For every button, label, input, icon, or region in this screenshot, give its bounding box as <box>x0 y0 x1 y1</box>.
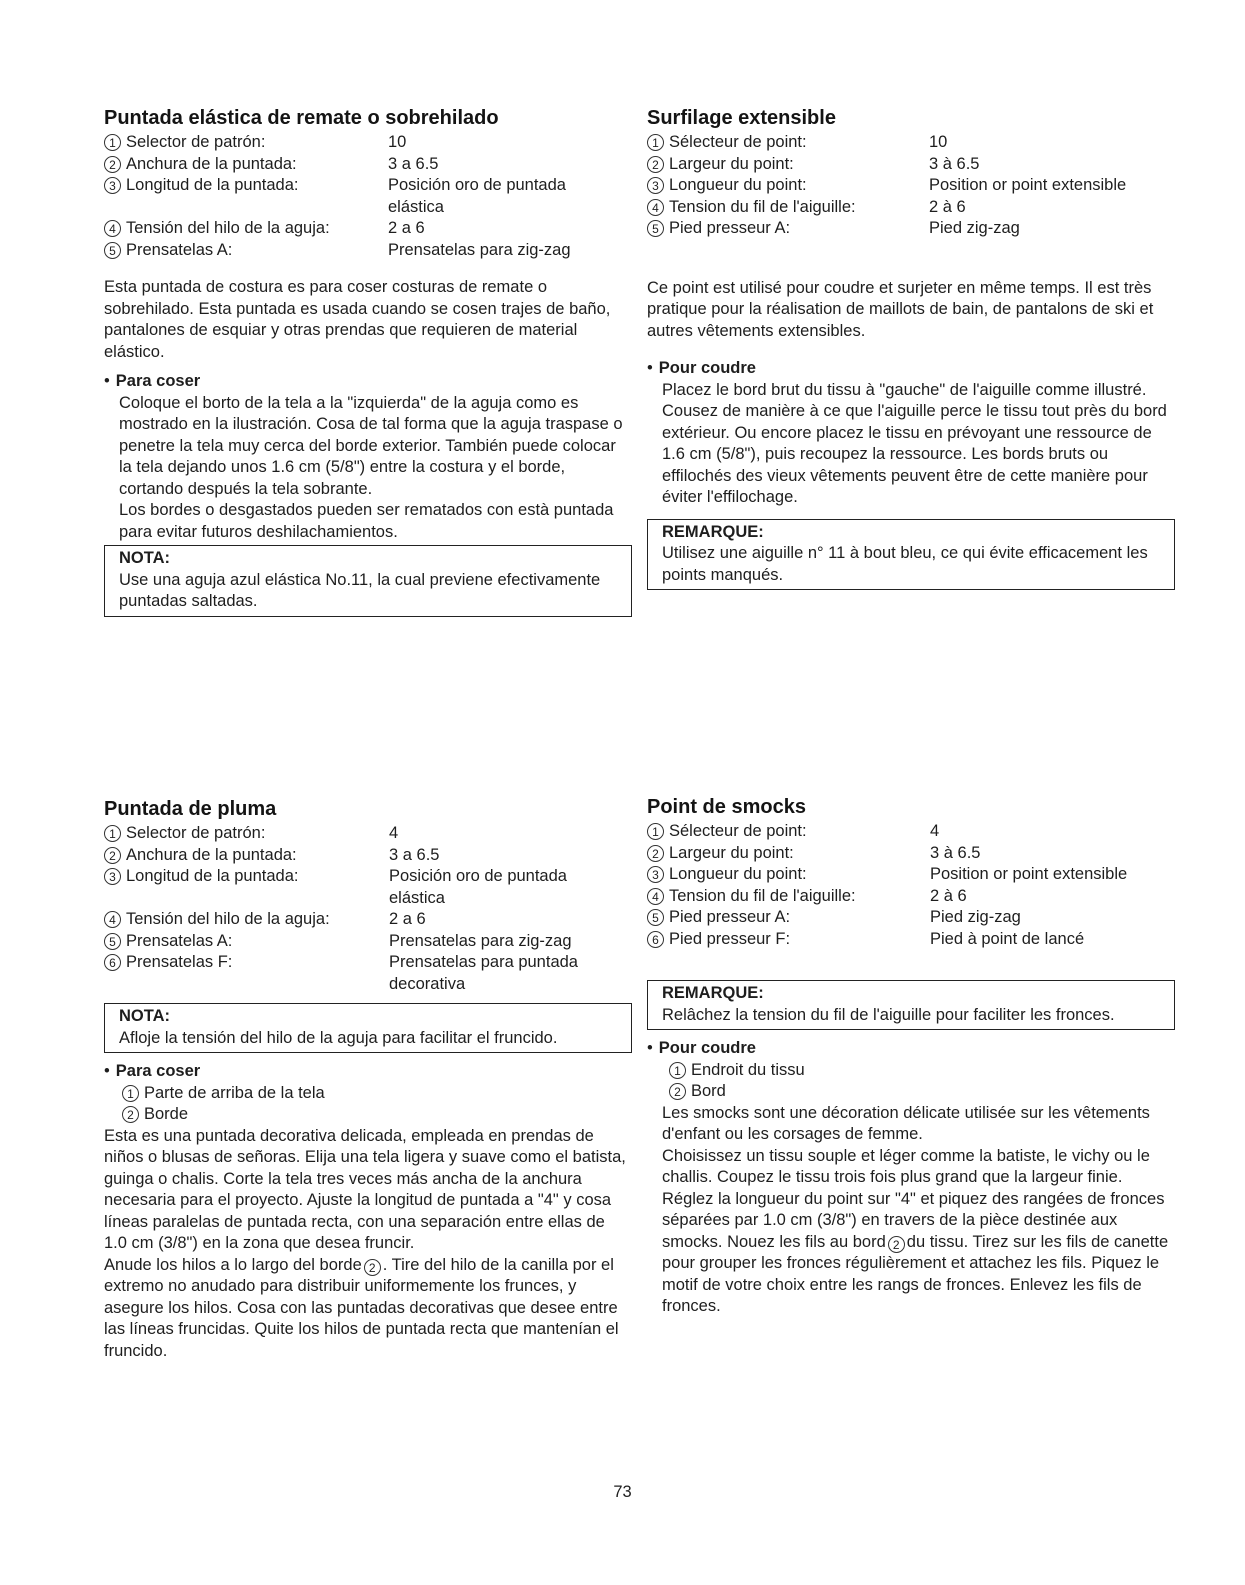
number-4-icon: 4 <box>647 888 664 905</box>
setting-row <box>104 952 632 995</box>
intro-paragraph: Esta puntada de costura es para coser costuras de remate o sobrehilado. Esta puntada es usada cuando se cosen trajes de baño, pantalones de esquiar y otras prendas que requieren de material elástico. <box>104 278 611 361</box>
number-6-icon: 6 <box>647 931 664 948</box>
number-2-icon: 2 <box>104 847 121 864</box>
section-title: Puntada elástica de remate o sobrehilado <box>104 107 499 129</box>
setting-value: 10 <box>388 133 407 151</box>
setting-row <box>104 218 632 240</box>
setting-row <box>104 154 632 176</box>
bullet-title: • Pour coudre <box>647 1038 1175 1060</box>
instruction-paragraph: Coloque el borto de la tela a la "izquierda" de la aguja como es mostrado en la ilustración. Cosa de tal forma que la aguja traspase o penetre la tela muy cerca del borde exterior. También puede colocar la tela dejando unos 1.6 cm (5/8") entre la costura y el borde, cortando después la tela sobrante. <box>119 393 623 498</box>
setting-row <box>104 909 632 931</box>
note-box <box>647 519 1175 591</box>
list-item <box>104 1104 632 1126</box>
setting-row <box>104 132 632 154</box>
section-sobrehilado-es <box>104 106 632 617</box>
setting-label: Longueur du point: <box>669 865 807 883</box>
setting-row <box>104 175 632 218</box>
setting-value: 4 <box>389 824 399 842</box>
note-title: REMARQUE: <box>662 522 764 541</box>
list-item-text: Parte de arriba de la tela <box>144 1083 325 1102</box>
settings-list <box>647 132 1175 240</box>
bullet-body <box>104 393 632 544</box>
number-5-icon: 5 <box>104 242 121 259</box>
setting-label: Tensión del hilo de la aguja: <box>126 910 330 928</box>
setting-label: Anchura de la puntada: <box>126 845 297 864</box>
number-1-icon: 1 <box>122 1085 139 1102</box>
setting-value: Prensatelas para zig-zag <box>388 240 571 259</box>
number-5-icon: 5 <box>647 220 664 237</box>
setting-value: Pied à point de lancé <box>930 929 1085 948</box>
section-smocks-fr <box>647 795 1175 1318</box>
intro-paragraph: Ce point est utilisé pour coudre et surjeter en même temps. Il est très pratique pour la réalisation de maillots de bain, de pantalons de ski et autres vêtements extensibles. <box>647 278 1154 340</box>
setting-label: Longueur du point: <box>669 176 807 194</box>
setting-value: 10 <box>929 133 948 151</box>
note-box <box>104 1003 632 1053</box>
number-6-icon: 6 <box>104 954 121 971</box>
setting-value: Position or point extensible <box>930 865 1128 883</box>
setting-value: Pied zig-zag <box>930 908 1021 926</box>
setting-value: 3 a 6.5 <box>388 154 439 173</box>
setting-label: Prensatelas A: <box>126 240 233 259</box>
setting-row <box>647 197 1175 219</box>
note-title: NOTA: <box>119 549 171 567</box>
number-2-icon: 2 <box>647 156 664 173</box>
setting-value: Posición oro de puntada elástica <box>389 867 567 907</box>
number-1-icon: 1 <box>647 823 664 840</box>
setting-value: 3 à 6.5 <box>930 843 981 862</box>
note-title: NOTA: <box>119 1007 171 1025</box>
bullet-title: • Pour coudre <box>647 358 1175 380</box>
section-pluma-es <box>104 797 632 1362</box>
setting-row <box>647 175 1175 197</box>
bullet-body <box>647 380 1175 509</box>
note-box <box>647 980 1175 1030</box>
number-2-icon: 2 <box>669 1083 686 1100</box>
setting-row <box>647 218 1175 240</box>
setting-label: Pied presseur A: <box>669 219 791 237</box>
list-item <box>104 1083 632 1105</box>
setting-label: Selector de patrón: <box>126 824 266 842</box>
number-5-icon: 5 <box>104 933 121 950</box>
page-number: 73 <box>613 1483 632 1501</box>
number-1-icon: 1 <box>104 134 121 151</box>
number-2-icon: 2 <box>647 845 664 862</box>
bullet-body <box>647 1103 1175 1318</box>
setting-value: Pied zig-zag <box>929 219 1020 237</box>
number-4-icon: 4 <box>104 911 121 928</box>
setting-row <box>104 845 632 867</box>
list-item <box>647 1060 1175 1082</box>
section-title: Puntada de pluma <box>104 798 277 820</box>
body-paragraph: Anude los hilos a lo largo del borde 2 . Tire del hilo de la canilla por el extremo no anudado para distribuir uniformemente los frunces, y asegure los hilos. Cosa con las puntadas decorativas que desee entre las líneas fruncidas. Quite los hilos de puntada recta que mantenían el fruncido. <box>104 1255 619 1360</box>
setting-row <box>104 866 632 909</box>
section-surfilage-fr <box>647 106 1175 590</box>
number-3-icon: 3 <box>104 868 121 885</box>
setting-row <box>104 240 632 262</box>
setting-label: Largeur du point: <box>669 154 794 173</box>
number-2-icon: 2 <box>122 1106 139 1123</box>
setting-value: 4 <box>930 822 940 840</box>
body-paragraph: Les smocks sont une décoration délicate utilisée sur les vêtements d'enfant ou les corsages de femme. <box>662 1103 1150 1143</box>
setting-label: Prensatelas A: <box>126 931 233 950</box>
settings-list <box>104 823 632 995</box>
setting-label: Tension du fil de l'aiguille: <box>669 197 856 216</box>
settings-list <box>104 132 632 261</box>
bullet-title: • Para coser <box>104 1061 632 1083</box>
setting-label: Prensatelas F: <box>126 953 233 971</box>
setting-label: Selector de patrón: <box>126 133 266 151</box>
number-2-icon: 2 <box>104 156 121 173</box>
setting-value: 2 a 6 <box>389 910 426 928</box>
setting-row <box>647 907 1175 929</box>
instruction-paragraph: Los bordes o desgastados pueden ser rematados con està puntada para evitar futuros deshilachamientos. <box>119 501 614 541</box>
number-3-icon: 3 <box>647 866 664 883</box>
body-paragraph: Esta es una puntada decorativa delicada, empleada en prendas de niños o blusas de señoras. Elija una tela ligera y suave como el batista, guinga o chalis. Corte la tela tres veces más ancha de la anchura necesaria para el proyecto. Ajuste la longitud de puntada a "4" y cosa líneas paralelas de puntada recta, con una separación entre ellas de 1.0 cm (3/8") en la zona que desea fruncir. <box>104 1126 626 1252</box>
note-text: Relâchez la tension du fil de l'aiguille pour faciliter les fronces. <box>662 1005 1115 1024</box>
setting-value: Position or point extensible <box>929 176 1127 194</box>
number-4-icon: 4 <box>647 199 664 216</box>
setting-label: Sélecteur de point: <box>669 133 807 151</box>
setting-row <box>647 132 1175 154</box>
setting-value: Prensatelas para zig-zag <box>389 931 572 950</box>
list-item-text: Bord <box>691 1082 726 1100</box>
setting-label: Longitud de la puntada: <box>126 176 299 194</box>
setting-label: Pied presseur A: <box>669 908 791 926</box>
section-title: Surfilage extensible <box>647 107 836 129</box>
number-3-icon: 3 <box>647 177 664 194</box>
number-4-icon: 4 <box>104 220 121 237</box>
number-1-icon: 1 <box>104 825 121 842</box>
setting-value: Posición oro de puntada elástica <box>388 176 566 216</box>
setting-row <box>647 886 1175 908</box>
bullet-title: • Para coser <box>104 371 632 393</box>
setting-value: 3 à 6.5 <box>929 154 980 173</box>
instruction-paragraph: Placez le bord brut du tissu à "gauche" de l'aiguille comme illustré. Cousez de manière à ce que l'aiguille perce le tissu tout près du bord extérieur. Ou encore placez le tissu en prévoyant une ressource de 1.6 cm (5/8"), puis recoupez la ressource. Les bords bruts ou effilochés des vieux vêtements peuvent être de cette manière pour éviter l'effilochage. <box>662 380 1167 506</box>
setting-row <box>647 843 1175 865</box>
setting-value: Prensatelas para puntada decorativa <box>389 953 578 993</box>
setting-row <box>104 823 632 845</box>
list-item-text: Borde <box>144 1105 189 1123</box>
list-item-text: Endroit du tissu <box>691 1060 805 1079</box>
setting-value: 2 à 6 <box>930 886 967 905</box>
number-3-icon: 3 <box>104 177 121 194</box>
note-box <box>104 545 632 617</box>
note-text: Afloje la tensión del hilo de la aguja para facilitar el fruncido. <box>119 1028 558 1047</box>
number-2-icon: 2 <box>888 1236 905 1253</box>
setting-row <box>104 931 632 953</box>
setting-label: Longitud de la puntada: <box>126 867 299 885</box>
setting-label: Sélecteur de point: <box>669 822 807 840</box>
settings-list <box>647 821 1175 950</box>
setting-row <box>647 154 1175 176</box>
number-5-icon: 5 <box>647 909 664 926</box>
setting-label: Tensión del hilo de la aguja: <box>126 219 330 237</box>
note-text: Use una aguja azul elástica No.11, la cual previene efectivamente puntadas saltadas. <box>119 570 601 610</box>
number-2-icon: 2 <box>364 1259 381 1276</box>
note-title: REMARQUE: <box>662 984 764 1002</box>
setting-value: 2 à 6 <box>929 197 966 216</box>
setting-label: Largeur du point: <box>669 843 794 862</box>
number-1-icon: 1 <box>669 1062 686 1079</box>
setting-label: Tension du fil de l'aiguille: <box>669 886 856 905</box>
note-text: Utilisez une aiguille n° 11 à bout bleu, ce qui évite efficacement les points manqués. <box>662 544 1148 584</box>
setting-row <box>647 864 1175 886</box>
section-title: Point de smocks <box>647 796 806 818</box>
number-1-icon: 1 <box>647 134 664 151</box>
setting-row <box>647 821 1175 843</box>
setting-value: 3 a 6.5 <box>389 845 440 864</box>
list-item <box>647 1081 1175 1103</box>
setting-label: Pied presseur F: <box>669 929 791 948</box>
setting-value: 2 a 6 <box>388 219 425 237</box>
setting-row <box>647 929 1175 951</box>
body-paragraph: Choisissez un tissu souple et léger comme la batiste, le vichy ou le challis. Coupez le tissu trois fois plus grand que la largeur finie. Réglez la longueur du point sur "4" et piquez des rangées de fronces séparées par 1.0 cm (3/8") en travers de la pièce destinée aux smocks. Nouez les fils au bord 2 du tissu. Tirez sur les fils de canette pour grouper les fronces régulièrement et attachez les fils. Piquez le motif de votre choix entre les rangs de fronces. Enlevez les fils de fronces. <box>662 1146 1169 1315</box>
setting-label: Anchura de la puntada: <box>126 154 297 173</box>
